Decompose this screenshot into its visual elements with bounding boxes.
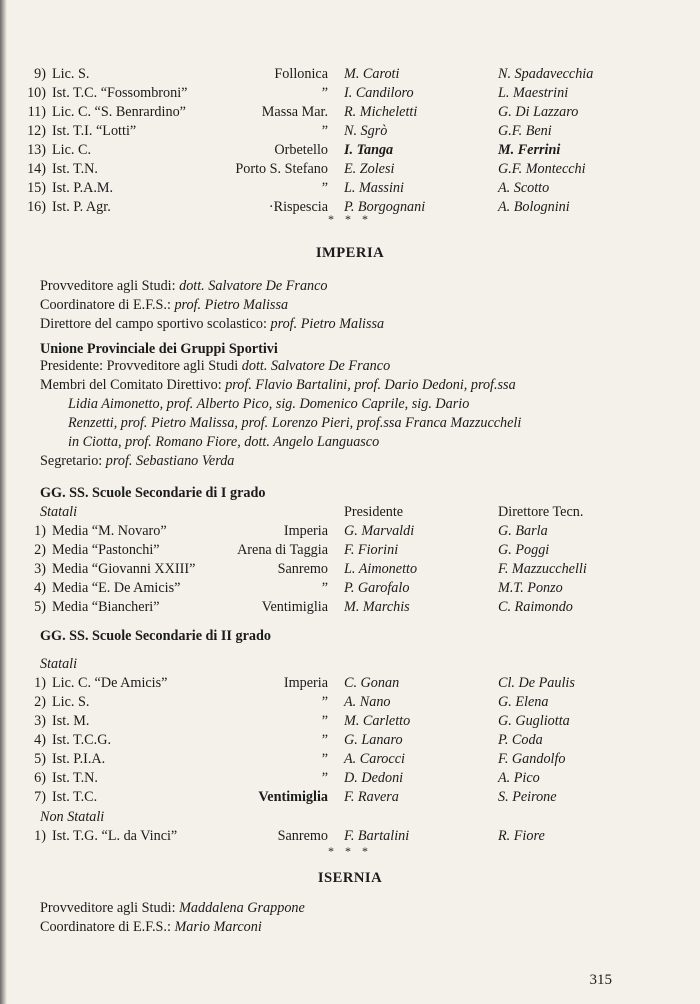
school-place: ” — [321, 694, 328, 710]
grado2-non-statali-label: Non Statali — [40, 809, 105, 825]
director-name: Cl. De Paulis — [498, 675, 575, 691]
president-name: M. Carletto — [344, 713, 411, 729]
school-name: Ist. T.N. — [52, 161, 98, 177]
school-place: ” — [321, 123, 328, 139]
president-name: G. Lanaro — [344, 732, 403, 748]
director-name: N. Spadavecchia — [498, 66, 594, 82]
col-header-presidente: Presidente — [344, 504, 404, 520]
director-name: L. Maestrini — [498, 85, 569, 101]
row-number: 16) — [27, 199, 46, 215]
president-name: E. Zolesi — [344, 161, 395, 177]
row-number: 2) — [34, 694, 46, 710]
president-name: R. Micheletti — [344, 104, 418, 120]
school-name: Ist. T.C.G. — [52, 732, 111, 748]
president-name: A. Nano — [344, 694, 391, 710]
row-number: 2) — [34, 542, 46, 558]
school-place: Arena di Taggia — [237, 542, 328, 558]
school-name: Ist. M. — [52, 713, 90, 729]
school-name: Media “E. De Amicis” — [52, 580, 181, 596]
school-name: Lic. C. “S. Benrardino” — [52, 104, 186, 120]
row-number: 12) — [27, 123, 46, 139]
heading-imperia: IMPERIA — [315, 245, 385, 261]
school-place: Massa Mar. — [261, 104, 328, 120]
director-name: G. Gugliotta — [498, 713, 570, 729]
school-name: Ist. P. Agr. — [52, 199, 111, 215]
director-name: A. Pico — [498, 770, 540, 786]
president-name: F. Fiorini — [344, 542, 399, 558]
table-row — [0, 84, 700, 103]
table-row — [0, 522, 700, 541]
row-number: 1) — [34, 828, 46, 844]
row-number: 15) — [27, 180, 46, 196]
president-name: C. Gonan — [344, 675, 400, 691]
director-name: C. Raimondo — [498, 599, 573, 615]
school-name: Lic. S. — [52, 694, 90, 710]
president-name: M. Marchis — [344, 599, 410, 615]
grado1-statali-label: Statali — [40, 504, 78, 520]
president-name: F. Ravera — [344, 789, 399, 805]
president-name: G. Marvaldi — [344, 523, 415, 539]
table-row — [0, 731, 700, 750]
isernia-provveditore: Provveditore agli Studi: Maddalena Grappone — [40, 900, 305, 916]
membri-line-2: Lidia Aimonetto, prof. Alberto Pico, sig. Domenico Caprile, sig. Dario — [68, 396, 470, 412]
row-number: 4) — [34, 580, 46, 596]
row-number: 1) — [34, 675, 46, 691]
table-row — [0, 122, 700, 141]
table-row — [0, 541, 700, 560]
president-name: A. Carocci — [344, 751, 405, 767]
school-place: ” — [321, 751, 328, 767]
row-number: 9) — [34, 66, 46, 82]
separator-stars-1: * * * — [328, 212, 372, 226]
school-name: Lic. S. — [52, 66, 90, 82]
director-name: M. Ferrini — [498, 142, 561, 158]
director-name: A. Scotto — [498, 180, 550, 196]
president-name: F. Bartalini — [344, 828, 410, 844]
school-place: Orbetello — [274, 142, 328, 158]
row-number: 3) — [34, 713, 46, 729]
row-number: 11) — [27, 104, 46, 120]
row-number: 5) — [34, 751, 46, 767]
table-row — [0, 598, 700, 617]
membri-line-1: Membri del Comitato Direttivo: prof. Flavio Bartalini, prof. Dario Dedoni, prof.ssa — [40, 377, 516, 393]
school-place: ” — [321, 770, 328, 786]
grado2-title: GG. SS. Scuole Secondarie di II grado — [40, 628, 271, 644]
school-name: Media “Giovanni XXIII” — [52, 561, 196, 577]
row-number: 14) — [27, 161, 46, 177]
president-name: N. Sgrò — [344, 123, 388, 139]
school-name: Lic. C. — [52, 142, 92, 158]
school-name: Ist. T.I. “Lotti” — [52, 123, 137, 139]
heading-isernia: ISERNIA — [317, 870, 383, 886]
director-name: S. Peirone — [498, 789, 557, 805]
table-row — [0, 160, 700, 179]
row-number: 6) — [34, 770, 46, 786]
row-number: 4) — [34, 732, 46, 748]
grado2-statali-label: Statali — [40, 656, 78, 672]
row-number: 7) — [34, 789, 46, 805]
director-name: P. Coda — [498, 732, 543, 748]
director-name: A. Bolognini — [498, 199, 570, 215]
table-row — [0, 560, 700, 579]
president-name: L. Aimonetto — [344, 561, 418, 577]
school-place: ” — [321, 180, 328, 196]
table-row — [0, 693, 700, 712]
president-name: I. Tanga — [344, 142, 394, 158]
school-place: Follonica — [274, 66, 328, 82]
imperia-direttore: Direttore del campo sportivo scolastico: prof. Pietro Malissa — [40, 316, 385, 332]
director-name: G. Elena — [498, 694, 549, 710]
unione-provinciale-title: Unione Provinciale dei Gruppi Sportivi — [40, 341, 278, 357]
director-name: F. Mazzucchelli — [498, 561, 587, 577]
table-row — [0, 65, 700, 84]
president-name: P. Borgognani — [344, 199, 426, 215]
school-name: Media “Pastonchi” — [52, 542, 160, 558]
imperia-coordinatore: Coordinatore di E.F.S.: prof. Pietro Malissa — [40, 297, 289, 313]
president-name: D. Dedoni — [344, 770, 404, 786]
table-row — [0, 674, 700, 693]
school-name: Ist. P.A.M. — [52, 180, 114, 196]
school-place: Ventimiglia — [261, 599, 328, 615]
row-number: 13) — [27, 142, 46, 158]
school-name: Media “Biancheri” — [52, 599, 160, 615]
school-place: ” — [321, 732, 328, 748]
school-name: Ist. T.C. — [52, 789, 98, 805]
page-number: 315 — [589, 972, 612, 988]
president-name: P. Garofalo — [344, 580, 410, 596]
school-name: Lic. C. “De Amicis” — [52, 675, 168, 691]
separator-stars-2: * * * — [328, 844, 372, 858]
director-name: G. Di Lazzaro — [498, 104, 579, 120]
school-place: ” — [321, 713, 328, 729]
grado1-title: GG. SS. Scuole Secondarie di I grado — [40, 485, 266, 501]
table-row — [0, 141, 700, 160]
school-name: Ist. T.N. — [52, 770, 98, 786]
school-name: Media “M. Novaro” — [52, 523, 167, 539]
row-number: 1) — [34, 523, 46, 539]
school-place: Sanremo — [277, 828, 328, 844]
director-name: G.F. Montecchi — [498, 161, 586, 177]
president-name: L. Massini — [344, 180, 404, 196]
row-number: 10) — [27, 85, 46, 101]
table-row — [0, 750, 700, 769]
director-name: G.F. Beni — [498, 123, 552, 139]
imperia-provveditore: Provveditore agli Studi: dott. Salvatore De Franco — [40, 278, 328, 294]
school-place: Porto S. Stefano — [235, 161, 328, 177]
school-place: Imperia — [283, 675, 328, 691]
table-row — [0, 179, 700, 198]
table-row — [0, 579, 700, 598]
row-number: 5) — [34, 599, 46, 615]
director-name: R. Fiore — [498, 828, 545, 844]
row-number: 3) — [34, 561, 46, 577]
president-name: I. Candiloro — [344, 85, 414, 101]
col-header-direttore: Direttore Tecn. — [498, 504, 584, 520]
unione-presidente: Presidente: Provveditore agli Studi dott. Salvatore De Franco — [40, 358, 391, 374]
director-name: G. Poggi — [498, 542, 550, 558]
school-place: ·Rispescia — [268, 199, 328, 215]
table-row — [0, 769, 700, 788]
president-name: M. Caroti — [344, 66, 400, 82]
school-name: Ist. T.C. “Fossombroni” — [52, 85, 188, 101]
school-name: Ist. T.G. “L. da Vinci” — [52, 828, 178, 844]
school-name: Ist. P.I.A. — [52, 751, 106, 767]
director-name: M.T. Ponzo — [498, 580, 563, 596]
school-place: Ventimiglia — [258, 789, 328, 805]
school-place: Imperia — [283, 523, 328, 539]
membri-line-4: in Ciotta, prof. Romano Fiore, dott. Angelo Languasco — [68, 434, 380, 450]
director-name: G. Barla — [498, 523, 548, 539]
table-row — [0, 103, 700, 122]
isernia-coordinatore: Coordinatore di E.F.S.: Mario Marconi — [40, 919, 262, 935]
table-row — [0, 788, 700, 807]
school-place: ” — [321, 580, 328, 596]
director-name: F. Gandolfo — [498, 751, 566, 767]
unione-segretario: Segretario: prof. Sebastiano Verda — [40, 453, 235, 469]
membri-line-3: Renzetti, prof. Pietro Malissa, prof. Lorenzo Pieri, prof.ssa Franca Mazzuccheli — [68, 415, 522, 431]
school-place: Sanremo — [277, 561, 328, 577]
table-row — [0, 712, 700, 731]
school-place: ” — [321, 85, 328, 101]
